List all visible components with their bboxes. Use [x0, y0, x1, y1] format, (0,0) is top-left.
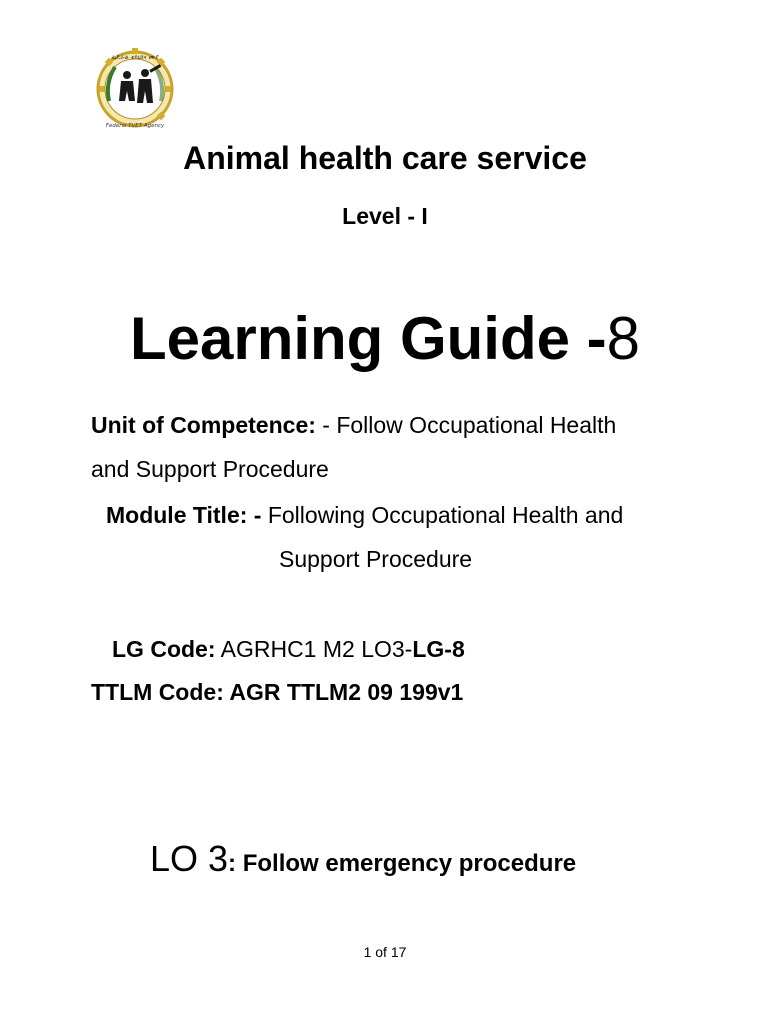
page-number: 1 of 17 — [363, 944, 407, 960]
learning-guide-title — [0, 304, 770, 373]
unit-of-competence — [91, 412, 616, 439]
learning-outcome — [150, 838, 576, 880]
module-title — [106, 502, 623, 529]
learning-outcome-code: LO 3 — [150, 838, 229, 879]
lg-code-value: AGRHC1 M2 LO3- — [215, 636, 413, 662]
unit-of-competence-label: Unit of Competence: — [91, 412, 316, 438]
learning-guide-number: 8 — [606, 305, 641, 372]
unit-of-competence-value: - Follow Occupational Health — [315, 412, 617, 438]
logo-bottom-text: Federal TVET Agency — [105, 123, 165, 129]
document-title: Animal health care service — [183, 140, 587, 176]
lg-code — [112, 636, 465, 663]
ttlm-code: TTLM Code: AGR TTLM2 09 199v1 — [91, 679, 464, 705]
logo-emblem — [93, 45, 177, 137]
learning-outcome-title: : Follow emergency procedure — [228, 850, 577, 877]
lg-code-suffix: LG-8 — [412, 636, 465, 662]
unit-of-competence-continued: and Support Procedure — [91, 456, 329, 482]
learning-guide-label: Learning Guide - — [129, 305, 607, 372]
logo-top-text: ፌዴራል ቴክኒክና ሙያ — [111, 54, 159, 61]
level-label: Level - I — [342, 203, 428, 229]
lg-code-label: LG Code: — [112, 636, 216, 662]
module-title-continued: Support Procedure — [279, 546, 473, 572]
module-title-value: Following Occupational Health and — [261, 502, 624, 528]
module-title-label: Module Title: - — [106, 502, 262, 528]
agency-logo — [93, 45, 177, 137]
